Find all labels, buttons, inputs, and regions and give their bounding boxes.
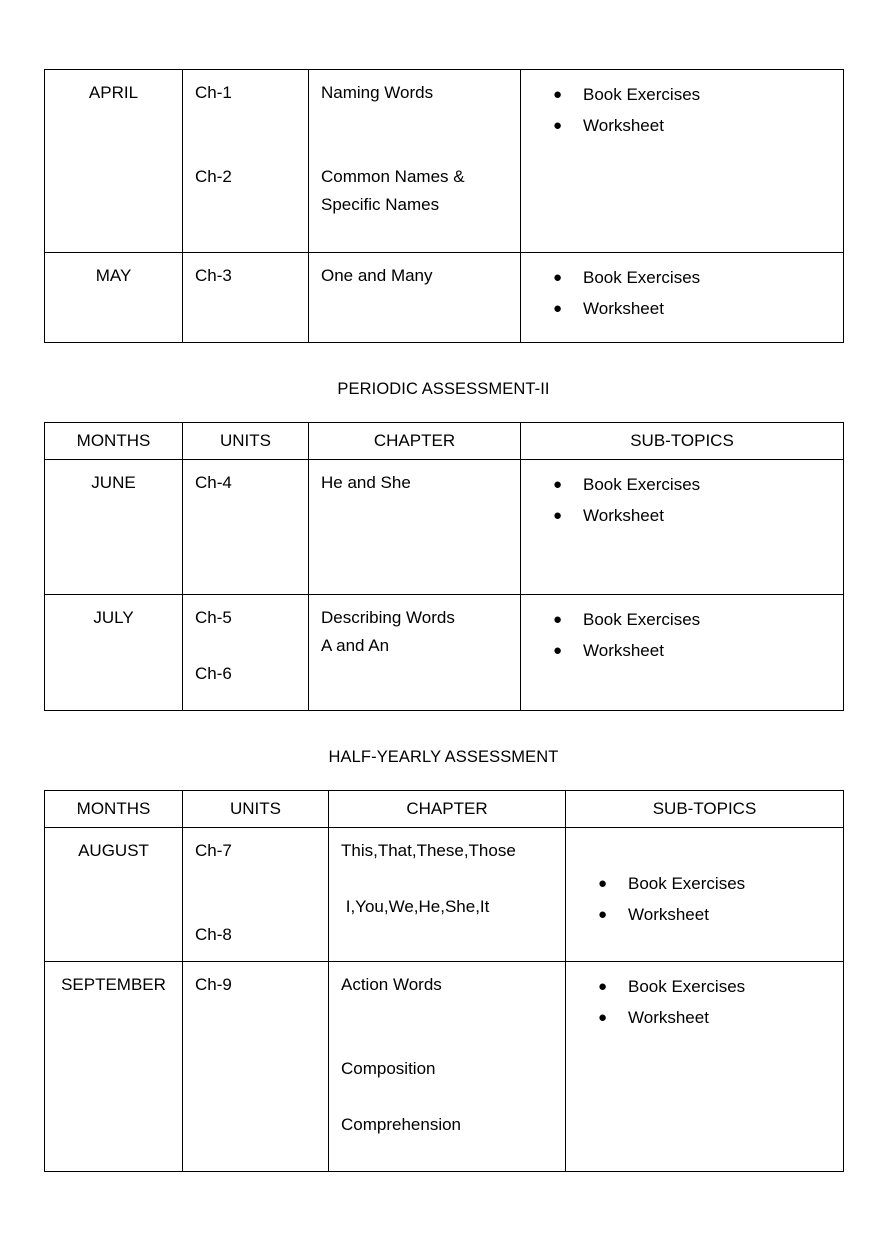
schedule-table-half-yearly-assessment xyxy=(44,790,844,1172)
list-item xyxy=(553,635,843,666)
list-item-label: Book Exercises xyxy=(583,610,701,629)
unit-line: Ch-8 xyxy=(195,925,232,944)
cell-month xyxy=(45,828,183,962)
chapter-line xyxy=(321,107,520,135)
unit-line xyxy=(195,893,328,921)
subtopics-list xyxy=(521,604,843,666)
table-row xyxy=(45,595,844,711)
month-label: AUGUST xyxy=(78,841,149,860)
month-label: MAY xyxy=(95,266,132,285)
list-item xyxy=(553,604,843,635)
column-header-units: UNITS xyxy=(183,423,309,460)
table-row xyxy=(45,828,844,962)
list-item-label: Book Exercises xyxy=(583,475,701,494)
list-item xyxy=(553,500,843,531)
column-header-subtopics: SUB-TOPICS xyxy=(566,791,844,828)
list-item-label: Book Exercises xyxy=(628,874,746,893)
list-item xyxy=(598,899,843,930)
unit-line: Ch-9 xyxy=(195,975,232,994)
subtopics-list xyxy=(521,262,843,324)
chapter-line xyxy=(341,1027,565,1055)
chapter-line xyxy=(341,865,565,893)
chapter-line: He and She xyxy=(321,473,411,492)
cell-month xyxy=(45,595,183,711)
bullet-icon: ● xyxy=(553,642,563,659)
chapter-line: Action Words xyxy=(341,975,442,994)
column-header-subtopics: SUB-TOPICS xyxy=(521,423,844,460)
list-item xyxy=(553,110,843,141)
column-header-months: MONTHS xyxy=(45,423,183,460)
schedule-table-periodic-assessment-i-continued xyxy=(44,69,844,343)
cell-chapter xyxy=(309,253,521,343)
list-item xyxy=(553,262,843,293)
table-row xyxy=(45,70,844,253)
cell-subtopics xyxy=(566,828,844,962)
cell-units xyxy=(183,70,309,253)
unit-line: Ch-4 xyxy=(195,473,232,492)
chapter-line: Common Names & xyxy=(321,167,465,186)
cell-units xyxy=(183,828,329,962)
chapter-line: One and Many xyxy=(321,266,433,285)
table-header-row xyxy=(45,423,844,460)
list-item xyxy=(598,1002,843,1033)
unit-line xyxy=(195,865,328,893)
cell-units xyxy=(183,253,309,343)
cell-chapter xyxy=(309,595,521,711)
unit-line: Ch-1 xyxy=(195,83,232,102)
list-item-label: Book Exercises xyxy=(583,85,701,104)
bullet-icon: ● xyxy=(598,875,608,892)
table-row xyxy=(45,962,844,1172)
unit-line xyxy=(195,632,308,660)
unit-line: Ch-2 xyxy=(195,167,232,186)
bullet-icon: ● xyxy=(553,476,563,493)
section-title-periodic-assessment-ii: PERIODIC ASSESSMENT-II xyxy=(337,380,550,398)
chapter-line: Describing Words xyxy=(321,608,455,627)
bullet-icon: ● xyxy=(553,300,563,317)
chapter-line: Naming Words xyxy=(321,83,434,102)
table-header-row xyxy=(45,791,844,828)
month-label: APRIL xyxy=(88,83,139,102)
month-label: SEPTEMBER xyxy=(61,975,166,994)
column-header-months: MONTHS xyxy=(45,791,183,828)
unit-line: Ch-5 xyxy=(195,608,232,627)
cell-subtopics xyxy=(521,253,844,343)
list-item xyxy=(598,868,843,899)
table-row xyxy=(45,460,844,595)
list-item xyxy=(553,79,843,110)
list-item xyxy=(553,469,843,500)
bullet-icon: ● xyxy=(553,611,563,628)
cell-chapter xyxy=(329,962,566,1172)
chapter-line: Composition xyxy=(341,1059,436,1078)
chapter-line: A and An xyxy=(321,636,390,655)
unit-line: Ch-6 xyxy=(195,664,232,683)
list-item-label: Worksheet xyxy=(583,116,664,135)
unit-line: Ch-3 xyxy=(195,266,232,285)
chapter-line xyxy=(341,999,565,1027)
cell-month xyxy=(45,70,183,253)
list-item-label: Book Exercises xyxy=(628,977,746,996)
list-item-label: Worksheet xyxy=(628,905,709,924)
chapter-line: This,That,These,Those xyxy=(341,841,516,860)
column-header-chapter: CHAPTER xyxy=(309,423,521,460)
subtopics-list xyxy=(566,971,843,1033)
bullet-icon: ● xyxy=(598,978,608,995)
column-header-units: UNITS xyxy=(183,791,329,828)
unit-line xyxy=(195,107,308,135)
list-item-label: Worksheet xyxy=(583,299,664,318)
list-item xyxy=(553,293,843,324)
cell-subtopics xyxy=(566,962,844,1172)
list-item xyxy=(598,971,843,1002)
cell-units xyxy=(183,460,309,595)
cell-units xyxy=(183,595,309,711)
cell-month xyxy=(45,253,183,343)
section-title-half-yearly-assessment: HALF-YEARLY ASSESSMENT xyxy=(328,748,559,766)
cell-chapter xyxy=(329,828,566,962)
cell-subtopics xyxy=(521,70,844,253)
list-item-label: Worksheet xyxy=(583,641,664,660)
cell-chapter xyxy=(309,460,521,595)
chapter-line xyxy=(321,135,520,163)
list-item-label: Worksheet xyxy=(628,1008,709,1027)
bullet-icon: ● xyxy=(553,86,563,103)
bullet-icon: ● xyxy=(553,117,563,134)
unit-line: Ch-7 xyxy=(195,841,232,860)
unit-line xyxy=(195,135,308,163)
cell-month xyxy=(45,460,183,595)
bullet-icon: ● xyxy=(553,269,563,286)
subtopics-list xyxy=(521,79,843,141)
list-item-label: Book Exercises xyxy=(583,268,701,287)
cell-month xyxy=(45,962,183,1172)
schedule-table-periodic-assessment-ii xyxy=(44,422,844,711)
cell-units xyxy=(183,962,329,1172)
month-label: JUNE xyxy=(91,473,136,492)
chapter-line: I,You,We,He,She,It xyxy=(341,897,490,916)
cell-subtopics xyxy=(521,460,844,595)
table-row xyxy=(45,253,844,343)
subtopics-list xyxy=(566,868,843,930)
bullet-icon: ● xyxy=(598,906,608,923)
column-header-chapter: CHAPTER xyxy=(329,791,566,828)
subtopics-list xyxy=(521,469,843,531)
cell-subtopics xyxy=(521,595,844,711)
cell-chapter xyxy=(309,70,521,253)
chapter-line: Comprehension xyxy=(341,1115,462,1134)
chapter-line xyxy=(341,1083,565,1111)
bullet-icon: ● xyxy=(553,507,563,524)
chapter-line: Specific Names xyxy=(321,195,440,214)
bullet-icon: ● xyxy=(598,1009,608,1026)
month-label: JULY xyxy=(93,608,134,627)
list-item-label: Worksheet xyxy=(583,506,664,525)
